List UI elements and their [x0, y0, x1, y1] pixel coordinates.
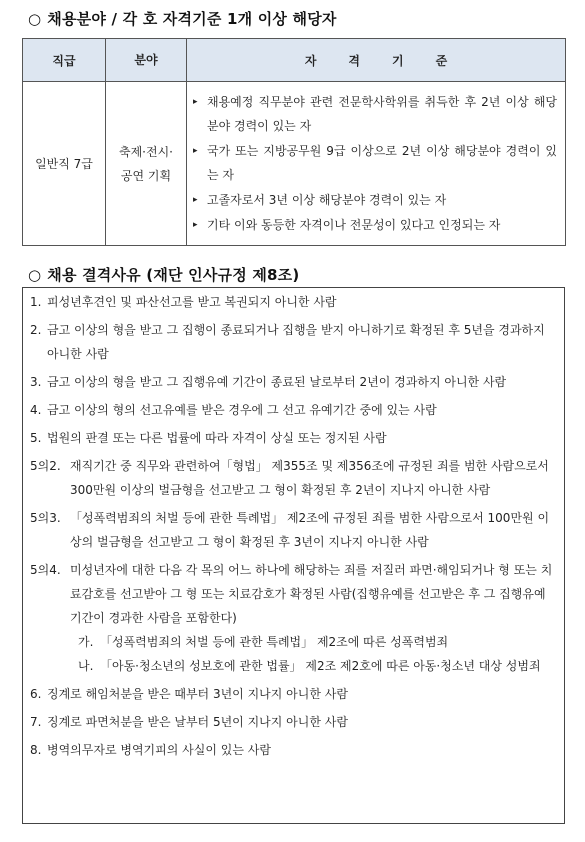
item-number: 6.: [30, 687, 42, 701]
item-text: 징계로 파면처분을 받은 날부터 5년이 지나지 아니한 사람: [47, 715, 348, 729]
sub-item-text: 「성폭력범죄의 처벌 등에 관한 특례법」 제2조에 따른 성폭력범죄: [100, 635, 449, 649]
table-row: [23, 82, 566, 246]
header-criteria-char: 기: [392, 53, 404, 68]
list-item: [30, 558, 557, 678]
list-item: [193, 139, 557, 187]
item-text: 미성년자에 대한 다음 각 목의 어느 하나에 해당하는 죄를 저질러 파면·해임되거나 형 또는 치료감호를 선고받아 그 형 또는 치료감호가 확정된 사람(집행유예를 선고받은 후 그 집행유예기간이 경과한 사람을 포함한다): [70, 563, 553, 625]
list-item: [30, 682, 557, 706]
triangle-bullet-icon: ▸: [193, 96, 198, 107]
circle-bullet-icon: ○: [28, 10, 42, 28]
list-item: [30, 738, 557, 762]
criteria-text: 국가 또는 지방공무원 9급 이상으로 2년 이상 해당분야 경력이 있는 자: [207, 143, 557, 182]
item-text: 금고 이상의 형의 선고유예를 받은 경우에 그 선고 유예기간 중에 있는 사람: [47, 403, 437, 417]
header-field: 분야: [106, 39, 187, 82]
disqualification-box: [22, 287, 565, 824]
section-heading-recruitment: [28, 8, 337, 29]
item-number: 8.: [30, 743, 42, 757]
list-item: [193, 213, 557, 237]
table-header-row: [23, 39, 566, 82]
item-number: 5.: [30, 431, 42, 445]
item-number: 5의4.: [30, 563, 61, 577]
list-item: [193, 90, 557, 138]
sub-item-number: 가.: [78, 635, 94, 649]
criteria-list: [187, 86, 565, 242]
header-rank: 직급: [23, 39, 106, 82]
item-number: 7.: [30, 715, 42, 729]
item-number: 2.: [30, 323, 42, 337]
header-criteria: [187, 39, 566, 82]
item-number: 1.: [30, 295, 42, 309]
section-heading-disqualification: [28, 264, 299, 285]
triangle-bullet-icon: ▸: [193, 194, 198, 205]
list-item: [30, 318, 557, 366]
header-criteria-char: 준: [435, 53, 448, 68]
list-item: [30, 398, 557, 422]
sub-item: [30, 630, 557, 654]
item-text: 재직기간 중 직무와 관련하여「형법」 제355조 및 제356조에 규정된 죄를 범한 사람으로서 300만원 이상의 벌금형을 선고받고 그 형이 확정된 후 2년이 지나지 아니한 사람: [70, 459, 549, 497]
cell-criteria: [187, 82, 566, 246]
field-line: 공연 기획: [120, 168, 172, 183]
section-title: 채용 결격사유 (재단 인사규정 제8조): [47, 266, 300, 284]
item-text: 법원의 판결 또는 다른 법률에 따라 자격이 상실 또는 정지된 사람: [47, 431, 387, 445]
list-item: [30, 426, 557, 450]
item-number: 3.: [30, 375, 42, 389]
header-criteria-char: 격: [348, 53, 360, 68]
item-number: 5의2.: [30, 459, 61, 473]
triangle-bullet-icon: ▸: [193, 219, 198, 230]
field-line: 축제·전시·: [119, 144, 173, 159]
criteria-text: 기타 이와 동등한 자격이나 전문성이 있다고 인정되는 자: [207, 217, 501, 232]
item-text: 「성폭력범죄의 처벌 등에 관한 특례법」 제2조에 규정된 죄를 범한 사람으로서 100만원 이상의 벌금형을 선고받고 그 형이 확정된 후 3년이 지나지 아니한 사람: [70, 511, 550, 549]
criteria-text: 채용예정 직무분야 관련 전문학사학위를 취득한 후 2년 이상 해당분야 경력이 있는 자: [207, 94, 557, 133]
qualification-table: [22, 38, 566, 246]
list-item: [30, 454, 557, 502]
list-item: [30, 506, 557, 554]
cell-rank: 일반직 7급: [23, 82, 106, 246]
list-item: [30, 710, 557, 734]
item-number: 4.: [30, 403, 42, 417]
item-text: 피성년후견인 및 파산선고를 받고 복권되지 아니한 사람: [47, 295, 337, 309]
item-text: 금고 이상의 형을 받고 그 집행이 종료되거나 집행을 받지 아니하기로 확정된 후 5년을 경과하지 아니한 사람: [47, 323, 545, 361]
sub-item: [30, 654, 557, 678]
criteria-text: 고졸자로서 3년 이상 해당분야 경력이 있는 자: [207, 192, 447, 207]
item-number: 5의3.: [30, 511, 61, 525]
list-item: [30, 370, 557, 394]
list-item: [193, 188, 557, 212]
item-text: 징계로 해임처분을 받은 때부터 3년이 지나지 아니한 사람: [47, 687, 348, 701]
item-text: 금고 이상의 형을 받고 그 집행유예 기간이 종료된 날로부터 2년이 경과하지 아니한 사람: [47, 375, 507, 389]
section-title: 채용분야 / 각 호 자격기준 1개 이상 해당자: [47, 10, 337, 28]
header-criteria-char: 자: [304, 53, 317, 68]
circle-bullet-icon: ○: [28, 266, 42, 284]
triangle-bullet-icon: ▸: [193, 145, 198, 156]
cell-field: [106, 82, 187, 246]
item-text: 병역의무자로 병역기피의 사실이 있는 사람: [47, 743, 271, 757]
sub-item-text: 「아동·청소년의 성보호에 관한 법률」 제2조 제2호에 따른 아동·청소년 대상 성범죄: [100, 659, 541, 673]
list-item: [30, 290, 557, 314]
sub-item-number: 나.: [78, 659, 94, 673]
